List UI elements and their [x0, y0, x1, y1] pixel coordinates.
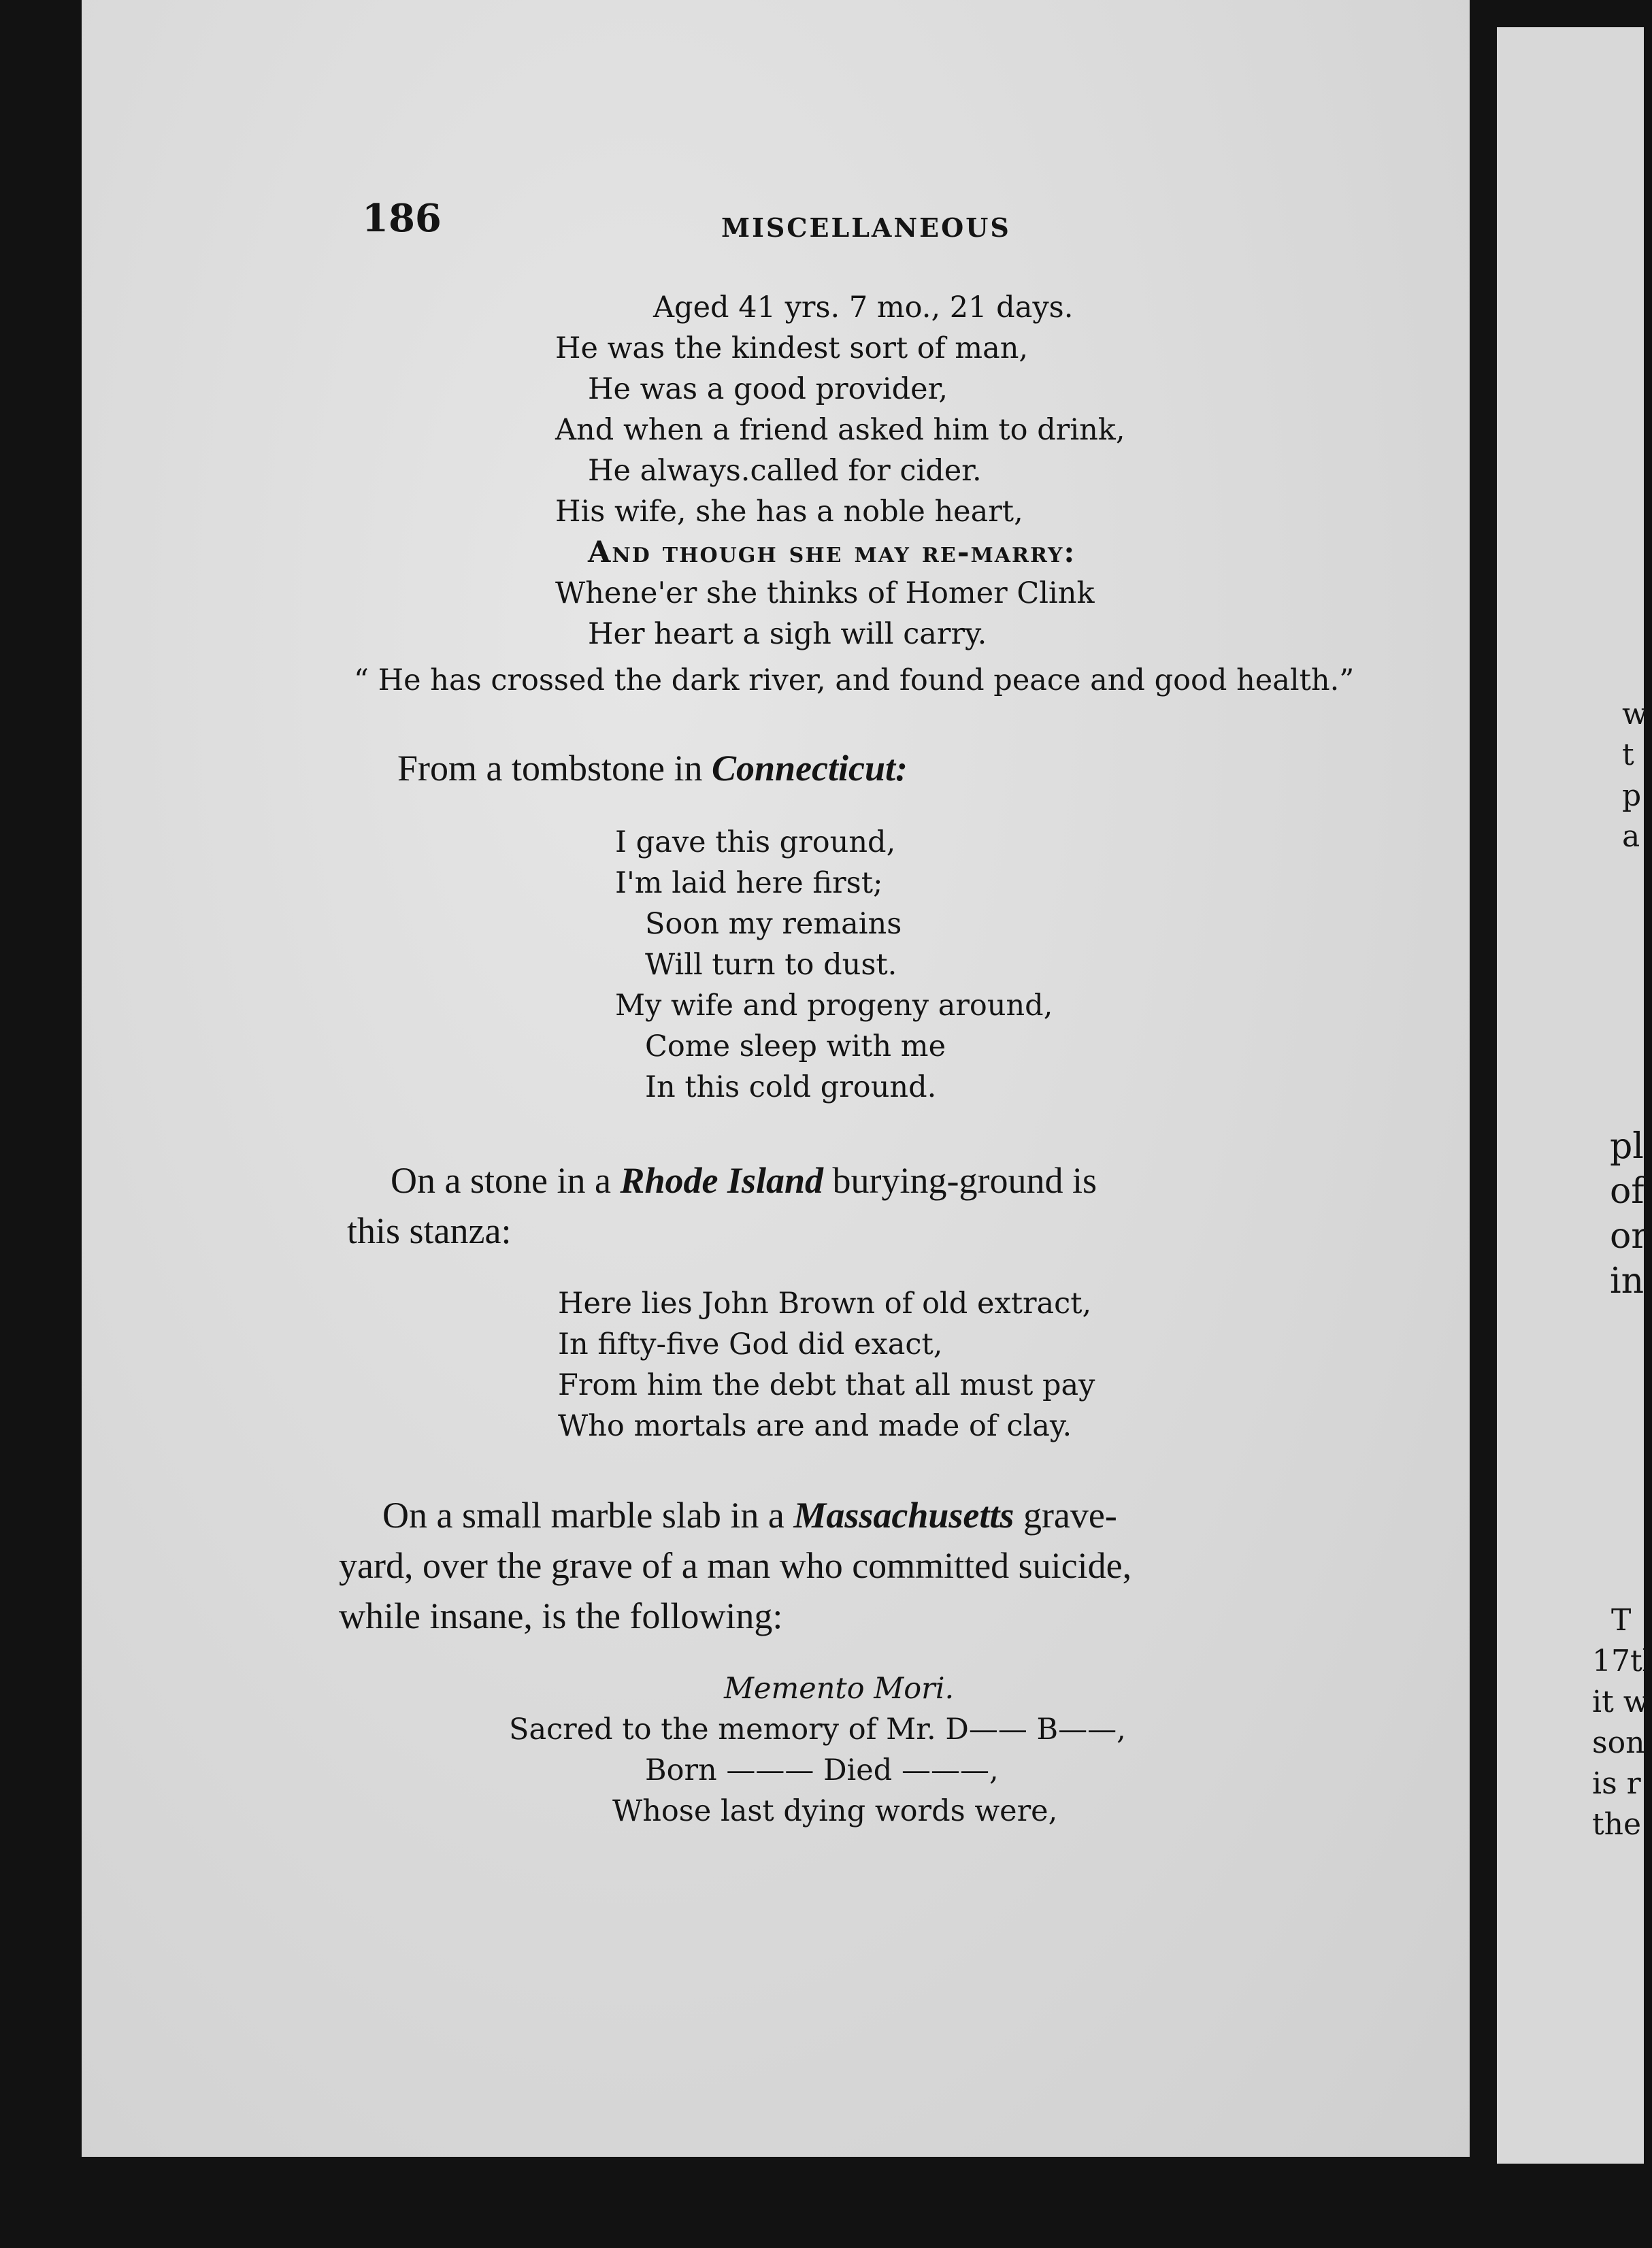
page-number: 186	[362, 196, 442, 241]
facing-page-text-3	[1592, 1600, 1652, 1845]
intro-text: grave-	[1014, 1495, 1117, 1536]
fragment: or	[1610, 1216, 1649, 1257]
verse-line: In fifty-five God did exact,	[558, 1327, 943, 1361]
verse-line: I gave this ground,	[615, 825, 896, 859]
homer-epitaph	[555, 287, 1125, 655]
verse-line: Here lies John Brown of old extract,	[558, 1287, 1092, 1321]
running-title: MISCELLANEOUS	[721, 212, 1011, 243]
place-name: Connecticut:	[711, 748, 908, 789]
intro-text: yard, over the grave of a man who committed suicide,	[339, 1545, 1132, 1586]
verse-line: He was the kindest sort of man,	[555, 331, 1029, 365]
verse-line: My wife and progeny around,	[615, 989, 1053, 1023]
fragment: it w	[1592, 1685, 1649, 1719]
verse-line: Sacred to the memory of Mr. D—— B——,	[509, 1713, 1126, 1747]
verse-line: I'm laid here first;	[615, 866, 883, 900]
massachusetts-intro	[339, 1490, 1131, 1641]
verse-line: Will turn to dust.	[645, 948, 897, 982]
verse-line: Aged 41 yrs. 7 mo., 21 days.	[653, 291, 1074, 325]
facing-page-text-2	[1610, 1124, 1648, 1304]
rhode-island-intro	[347, 1155, 1097, 1256]
verse-line: And though she may re-marry:	[588, 535, 1076, 569]
fragment: t	[1622, 738, 1634, 772]
fragment: of	[1610, 1171, 1645, 1212]
intro-text: From a tombstone in	[397, 748, 712, 789]
homer-closing-quote: “ He has crossed the dark river, and found peace and good health.”	[354, 663, 1355, 697]
verse-line: And when a friend asked him to drink,	[555, 413, 1125, 447]
intro-text: this stanza:	[347, 1210, 512, 1251]
verse-line: Her heart a sigh will carry.	[588, 617, 987, 651]
place-name: Massachusetts	[793, 1495, 1014, 1536]
verse-line: Whose last dying words were,	[612, 1794, 1058, 1828]
verse-line: Come sleep with me	[645, 1029, 946, 1063]
verse-line: Whene'er she thinks of Homer Clink	[555, 576, 1095, 610]
fragment: 17tl	[1592, 1644, 1652, 1679]
place-name: Rhode Island	[620, 1160, 824, 1201]
fragment: w	[1622, 697, 1648, 731]
intro-text: On a stone in a	[391, 1160, 621, 1201]
facing-page-text-1	[1622, 694, 1648, 857]
fragment: T	[1611, 1603, 1632, 1638]
connecticut-epitaph	[615, 822, 1053, 1108]
intro-text: burying-ground is	[823, 1160, 1097, 1201]
intro-text: On a small marble slab in a	[382, 1495, 794, 1536]
fragment: son	[1592, 1725, 1645, 1760]
verse-line: Soon my remains	[645, 907, 902, 941]
verse-line: In this cold ground.	[645, 1070, 937, 1104]
verse-line: From him the debt that all must pay	[558, 1368, 1095, 1402]
verse-line: He was a good provider,	[588, 372, 948, 406]
rhode-island-epitaph	[558, 1283, 1095, 1447]
memento-mori-heading: Memento Mori.	[724, 1672, 955, 1706]
verse-line: He always.called for cider.	[588, 454, 982, 488]
fragment: a	[1622, 819, 1640, 854]
verse-line: His wife, she has a noble heart,	[555, 495, 1023, 529]
verse-line: Who mortals are and made of clay.	[558, 1409, 1072, 1443]
fragment: is r	[1592, 1766, 1641, 1801]
massachusetts-epitaph	[509, 1709, 1126, 1832]
verse-line: Born ——— Died ———,	[645, 1753, 999, 1787]
fragment: pl	[1610, 1126, 1644, 1167]
fragment: p	[1622, 778, 1642, 813]
intro-text: while insane, is the following:	[339, 1596, 783, 1636]
fragment: the	[1592, 1807, 1642, 1842]
fragment: in	[1610, 1261, 1645, 1302]
connecticut-intro	[397, 743, 908, 793]
